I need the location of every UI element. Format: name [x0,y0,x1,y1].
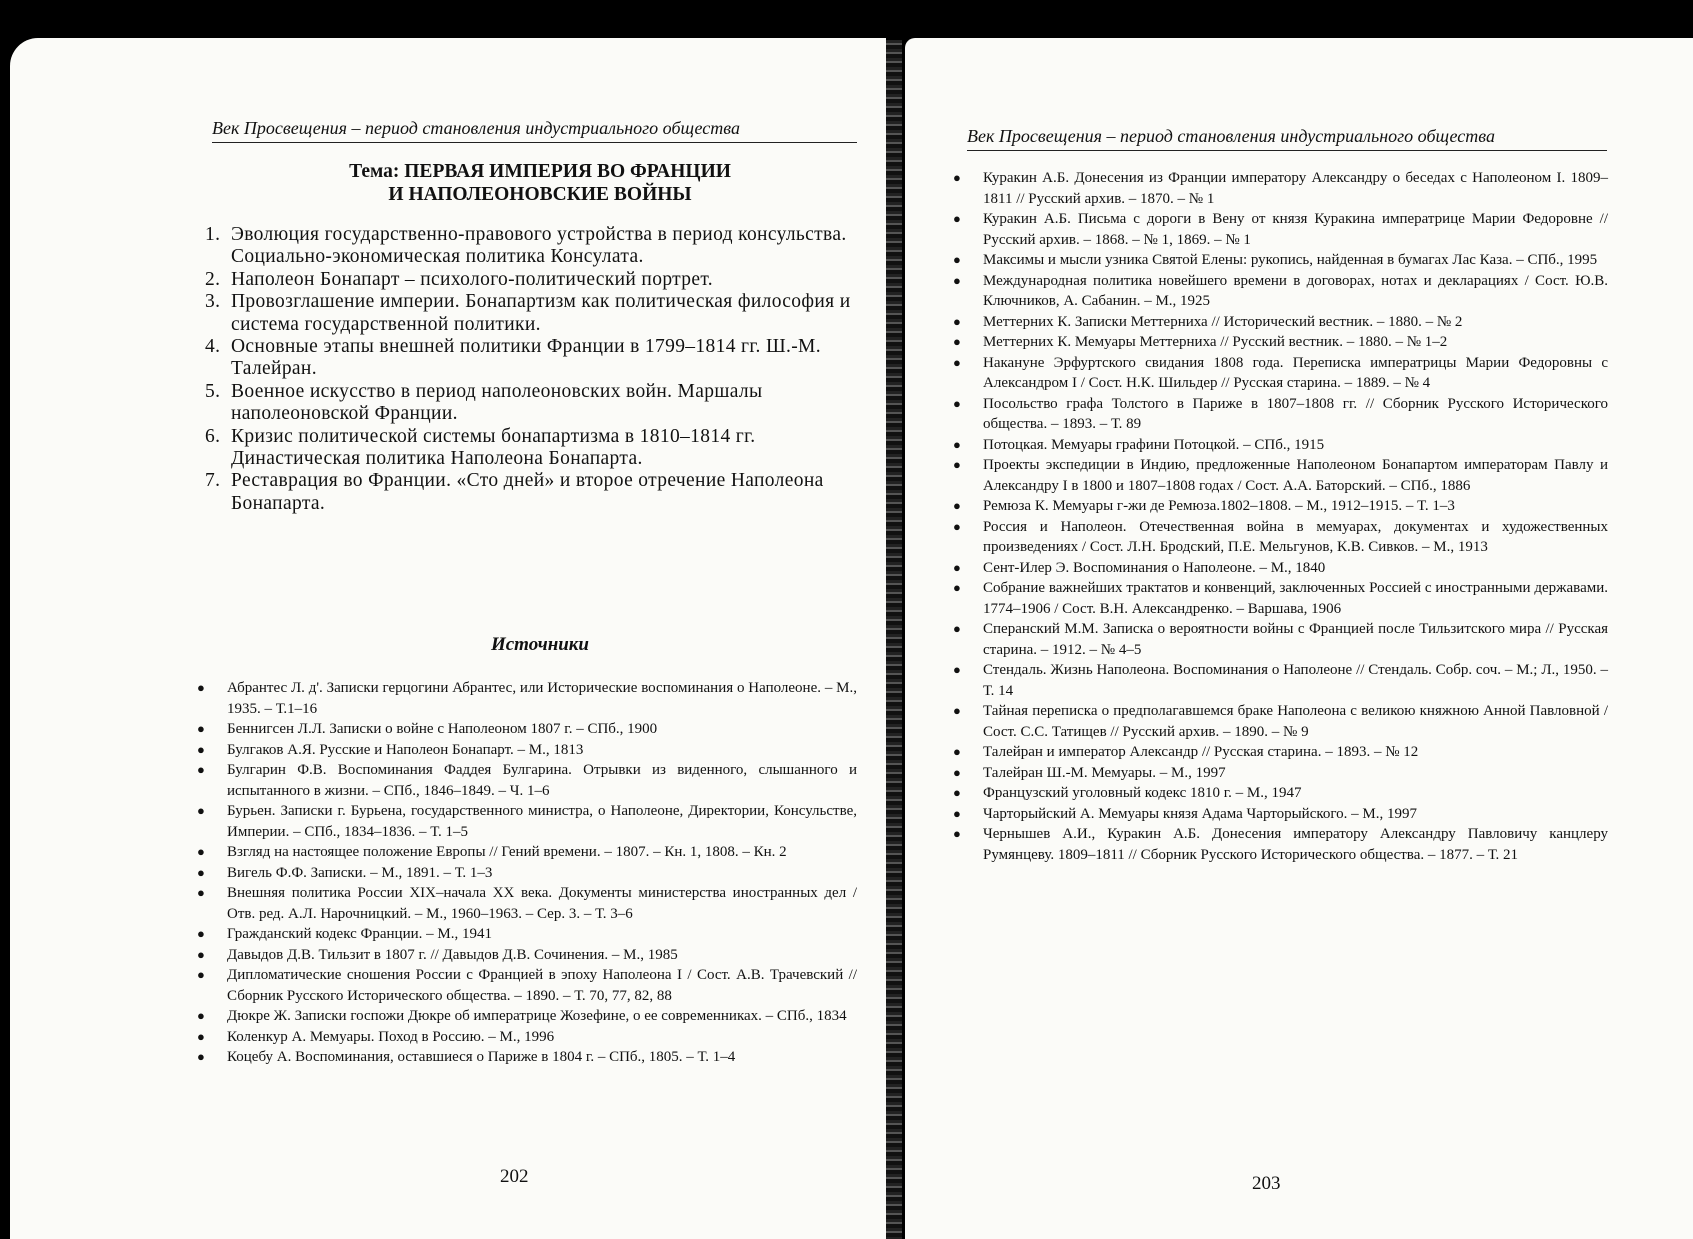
question-text: Военное искусство в период наполеоновских войн. Маршалы наполеоновской Франции. [231,380,763,425]
bibliography-item [953,742,1608,763]
bibliography-item [953,455,1608,496]
topic-title-line: Тема: ПЕРВАЯ ИМПЕРИЯ ВО ФРАНЦИИ [349,161,731,182]
bibliography-text: Стендаль. Жизнь Наполеона. Воспоминания о Наполеоне // Стендаль. Собр. соч. – М.; Л., 1950. – Т. 14 [983,662,1608,699]
question-item [205,291,865,336]
bibliography-text: Меттерних К. Мемуары Меттерниха // Русский вестник. – 1880. – № 1–2 [983,334,1448,350]
running-header: Век Просвещения – период становления индустриального общества [212,118,857,143]
question-number: 2. [205,268,221,290]
bibliography-text: Потоцкая. Мемуары графини Потоцкой. – СПб., 1915 [983,436,1325,453]
bullet-icon: ● [953,703,961,718]
bibliography-text: Дюкре Ж. Записки госпожи Дюкре об императрице Жозефине, о ее современниках. – СПб., 1834 [227,1008,847,1024]
bullet-icon: ● [953,354,961,370]
question-text: Наполеон Бонапарт – психолого-политический портрет. [231,268,714,290]
bibliography-item [197,863,857,884]
bibliography-item [953,168,1608,209]
bibliography-item [953,660,1608,701]
bibliography-item [953,496,1608,517]
bibliography-item [953,763,1608,784]
bibliography-text: Международная политика новейшего времени в договорах, нотах и декларациях / Сост. Ю.В. Ключников, А. Сабанин. – М., 1925 [983,272,1608,309]
bibliography-text: Максимы и мысли узника Святой Елены: рукопись, найденная в бумагах Лас Каза. – СПб., 1995 [983,252,1598,268]
bullet-icon: ● [953,621,961,636]
bibliography-item [197,924,857,945]
question-number: 4. [205,336,221,358]
bibliography-text: Чарторыйский А. Мемуары князя Адама Чарторыйского. – М., 1997 [983,805,1418,822]
question-item [205,426,865,471]
question-text: Эволюция государственно-правового устройства в период консульства. Социально-экономическая политика Консулата. [231,224,847,268]
bibliography-item [197,719,857,740]
bibliography-item [197,760,857,801]
bullet-icon: ● [953,334,961,349]
bibliography-text: Талейран и император Александр // Русская старина. – 1893. – № 12 [983,744,1419,760]
question-text: Провозглашение империи. Бонапартизм как политическая философия и система государственной политики. [231,291,851,335]
topic-title [210,160,870,206]
question-item [205,470,865,515]
topic-title-line: И НАПОЛЕОНОВСКИЕ ВОЙНЫ [388,184,692,205]
bibliography-text: Абрантес Л. д'. Записки герцогини Абрантес, или Исторические воспоминания о Наполеоне. – М., 1935. – Т.1–16 [227,680,857,717]
bibliography-item [197,1047,857,1068]
bullet-icon: ● [953,744,961,759]
question-text: Реставрация во Франции. «Сто дней» и второе отречение Наполеона Бонапарта. [231,470,824,514]
question-list [205,224,865,515]
bibliography-item [197,740,857,761]
bibliography-item [197,1006,857,1027]
sources-heading: Источники [490,634,590,655]
bullet-icon: ● [197,946,205,962]
bullet-icon: ● [197,926,205,941]
bullet-icon: ● [953,252,961,267]
bibliography-text: Чернышев А.И., Куракин А.Б. Донесения императору Александру Павловичу канцлеру Румянцеву. 1809–1811 // Сборник Русского Исторического общества. – 1877. – Т. 21 [983,826,1608,863]
bibliography-text: Давыдов Д.В. Тильзит в 1807 г. // Давыдов Д.В. Сочинения. – М., 1985 [227,946,678,963]
question-item [205,224,865,269]
question-number: 6. [205,425,221,447]
page-number: 202 [500,1166,529,1187]
bibliography-item [953,312,1608,333]
bullet-icon: ● [197,967,205,982]
bibliography-item [197,678,857,719]
bullet-icon: ● [953,559,961,575]
bibliography-item [953,701,1608,742]
bibliography-text: Накануне Эрфуртского свидания 1808 года. Переписка императрицы Марии Федоровны с Александром I / Сост. Н.К. Шильдер // Русская старина. – 1889. – № 4 [983,354,1608,391]
bibliography-text: Дипломатические сношения России с Францией в эпоху Наполеона I / Сост. А.В. Трачевский // Сборник Русского Исторического общества. – 1890. – Т. 70, 77, 82, 88 [227,967,857,1004]
bibliography-item [953,209,1608,250]
bibliography-item [953,824,1608,865]
bibliography-item [953,558,1608,579]
question-number: 5. [205,380,221,402]
bullet-icon: ● [953,313,961,329]
bibliography-text: Меттерних К. Записки Меттерниха // Исторический вестник. – 1880. – № 2 [983,313,1463,330]
bibliography-text: Сент-Илер Э. Воспоминания о Наполеоне. – М., 1840 [983,559,1326,576]
bibliography-text: Внешняя политика России XIX–начала XX века. Документы министерства иностранных дел / Отв. ред. А.Л. Нарочницкий. – М., 1960–1963. – Сер. 3. – Т. 3–6 [227,885,857,922]
bibliography-text: Сперанский М.М. Записка о вероятности войны с Францией после Тильзитского мира // Русская старина. – 1912. – № 4–5 [983,621,1608,658]
page-number: 203 [1252,1173,1281,1194]
bibliography-item [953,804,1608,825]
bibliography-text: Собрание важнейших трактатов и конвенций, заключенных Россией с иностранными державами. 1774–1906 / Сост. В.Н. Александренко. – Варшава, 1906 [983,580,1608,617]
bibliography-text: Французский уголовный кодекс 1810 г. – М., 1947 [983,785,1302,801]
bullet-icon: ● [197,1008,205,1023]
bullet-icon: ● [953,826,961,841]
bullet-icon: ● [197,803,205,818]
bibliography-text: Посольство графа Толстого в Париже в 1807–1808 гг. // Сборник Русского Исторического общества. – 1893. – Т. 89 [983,395,1608,432]
bibliography-text: Коцебу А. Воспоминания, оставшиеся о Париже в 1804 г. – СПб., 1805. – Т. 1–4 [227,1049,736,1065]
bibliography-text: Бурьен. Записки г. Бурьена, государственного министра, о Наполеоне, Директории, Консульстве, Империи. – СПб., 1834–1836. – Т. 1–5 [227,803,857,840]
running-header: Век Просвещения – период становления индустриального общества [967,126,1607,151]
question-number: 1. [205,224,221,245]
bibliography-list [197,678,857,1068]
question-number: 7. [205,470,221,492]
bullet-icon: ● [197,885,205,900]
bibliography-item [197,883,857,924]
left-page [10,38,886,1239]
bullet-icon: ● [953,170,961,185]
bibliography-text: Коленкур А. Мемуары. Поход в Россию. – М., 1996 [227,1028,555,1045]
bullet-icon: ● [953,498,961,513]
bibliography-item [953,619,1608,660]
question-text: Кризис политической системы бонапартизма в 1810–1814 гг. Династическая политика Наполеона Бонапарта. [231,425,756,470]
bullet-icon: ● [953,395,961,411]
question-item [205,336,865,381]
bullet-icon: ● [953,785,961,800]
bibliography-item [953,578,1608,619]
bibliography-text: Проекты экспедиции в Индию, предложенные Наполеоном Бонапартом императорам Павлу и Александру I в 1800 и 1807–1808 годах / Сост. А.А. Баторский. – СПб., 1886 [983,457,1608,494]
bibliography-text: Куракин А.Б. Письма с дороги в Вену от князя Куракина императрице Марии Федоровне // Русский архив. – 1868. – № 1, 1869. – № 1 [983,211,1608,248]
bibliography-text: Талейран Ш.-М. Мемуары. – М., 1997 [983,764,1226,781]
bibliography-text: Взгляд на настоящее положение Европы // Гений времени. – 1807. – Кн. 1, 1808. – Кн. 2 [227,844,787,860]
bibliography-text: Булгарин Ф.В. Воспоминания Фаддея Булгарина. Отрывки из виденного, слышанного и испытанного в жизни. – СПб., 1846–1849. – Ч. 1–6 [227,762,857,799]
bibliography-item [953,353,1608,394]
bibliography-item [953,271,1608,312]
bullet-icon: ● [197,844,205,859]
bullet-icon: ● [953,805,961,821]
question-item [205,269,865,291]
bullet-icon: ● [953,272,961,288]
bibliography-item [953,517,1608,558]
question-text: Основные этапы внешней политики Франции в 1799–1814 гг. Ш.-М. Талейран. [231,336,821,380]
bibliography-item [953,394,1608,435]
bullet-icon: ● [197,864,205,880]
bullet-icon: ● [953,457,961,472]
bibliography-item [197,945,857,966]
bullet-icon: ● [197,721,205,736]
bibliography-text: Беннигсен Л.Л. Записки о войне с Наполеоном 1807 г. – СПб., 1900 [227,721,658,737]
bullet-icon: ● [197,680,205,695]
bibliography-item [197,1027,857,1048]
bullet-icon: ● [953,764,961,780]
bibliography-item [953,435,1608,456]
right-page [905,38,1693,1239]
bullet-icon: ● [953,580,961,595]
bibliography-item [953,250,1608,271]
bullet-icon: ● [953,518,961,534]
bibliography-text: Гражданский кодекс Франции. – М., 1941 [227,926,492,942]
bibliography-item [953,783,1608,804]
bibliography-text: Ремюза К. Мемуары г-жи де Ремюза.1802–1808. – М., 1912–1915. – Т. 1–3 [983,498,1455,514]
bibliography-text: Вигель Ф.Ф. Записки. – М., 1891. – Т. 1–3 [227,864,493,881]
bullet-icon: ● [197,741,205,757]
question-number: 3. [205,291,221,313]
bullet-icon: ● [953,211,961,226]
bullet-icon: ● [197,1049,205,1064]
bibliography-text: Куракин А.Б. Донесения из Франции императору Александру о беседах с Наполеоном I. 1809–1811 // Русский архив. – 1870. – № 1 [983,170,1608,207]
bibliography-item [197,965,857,1006]
bibliography-text: Россия и Наполеон. Отечественная война в мемуарах, документах и художественных произведениях / Сост. Л.Н. Бродский, П.Е. Мельгунов, К.В. Сивков. – М., 1913 [983,518,1608,555]
bullet-icon: ● [197,762,205,777]
bibliography-text: Тайная переписка о предполагавшемся браке Наполеона с великою княжною Анной Павловной / Сост. С.С. Татищев // Русский архив. – 1890. – № 9 [983,703,1608,740]
question-item [205,381,865,426]
bibliography-item [197,842,857,863]
bibliography-item [953,332,1608,353]
bullet-icon: ● [953,662,961,677]
bullet-icon: ● [197,1028,205,1044]
bibliography-item [197,801,857,842]
bullet-icon: ● [953,436,961,452]
bibliography-list [953,168,1608,865]
bibliography-text: Булгаков А.Я. Русские и Наполеон Бонапарт. – М., 1813 [227,741,584,758]
